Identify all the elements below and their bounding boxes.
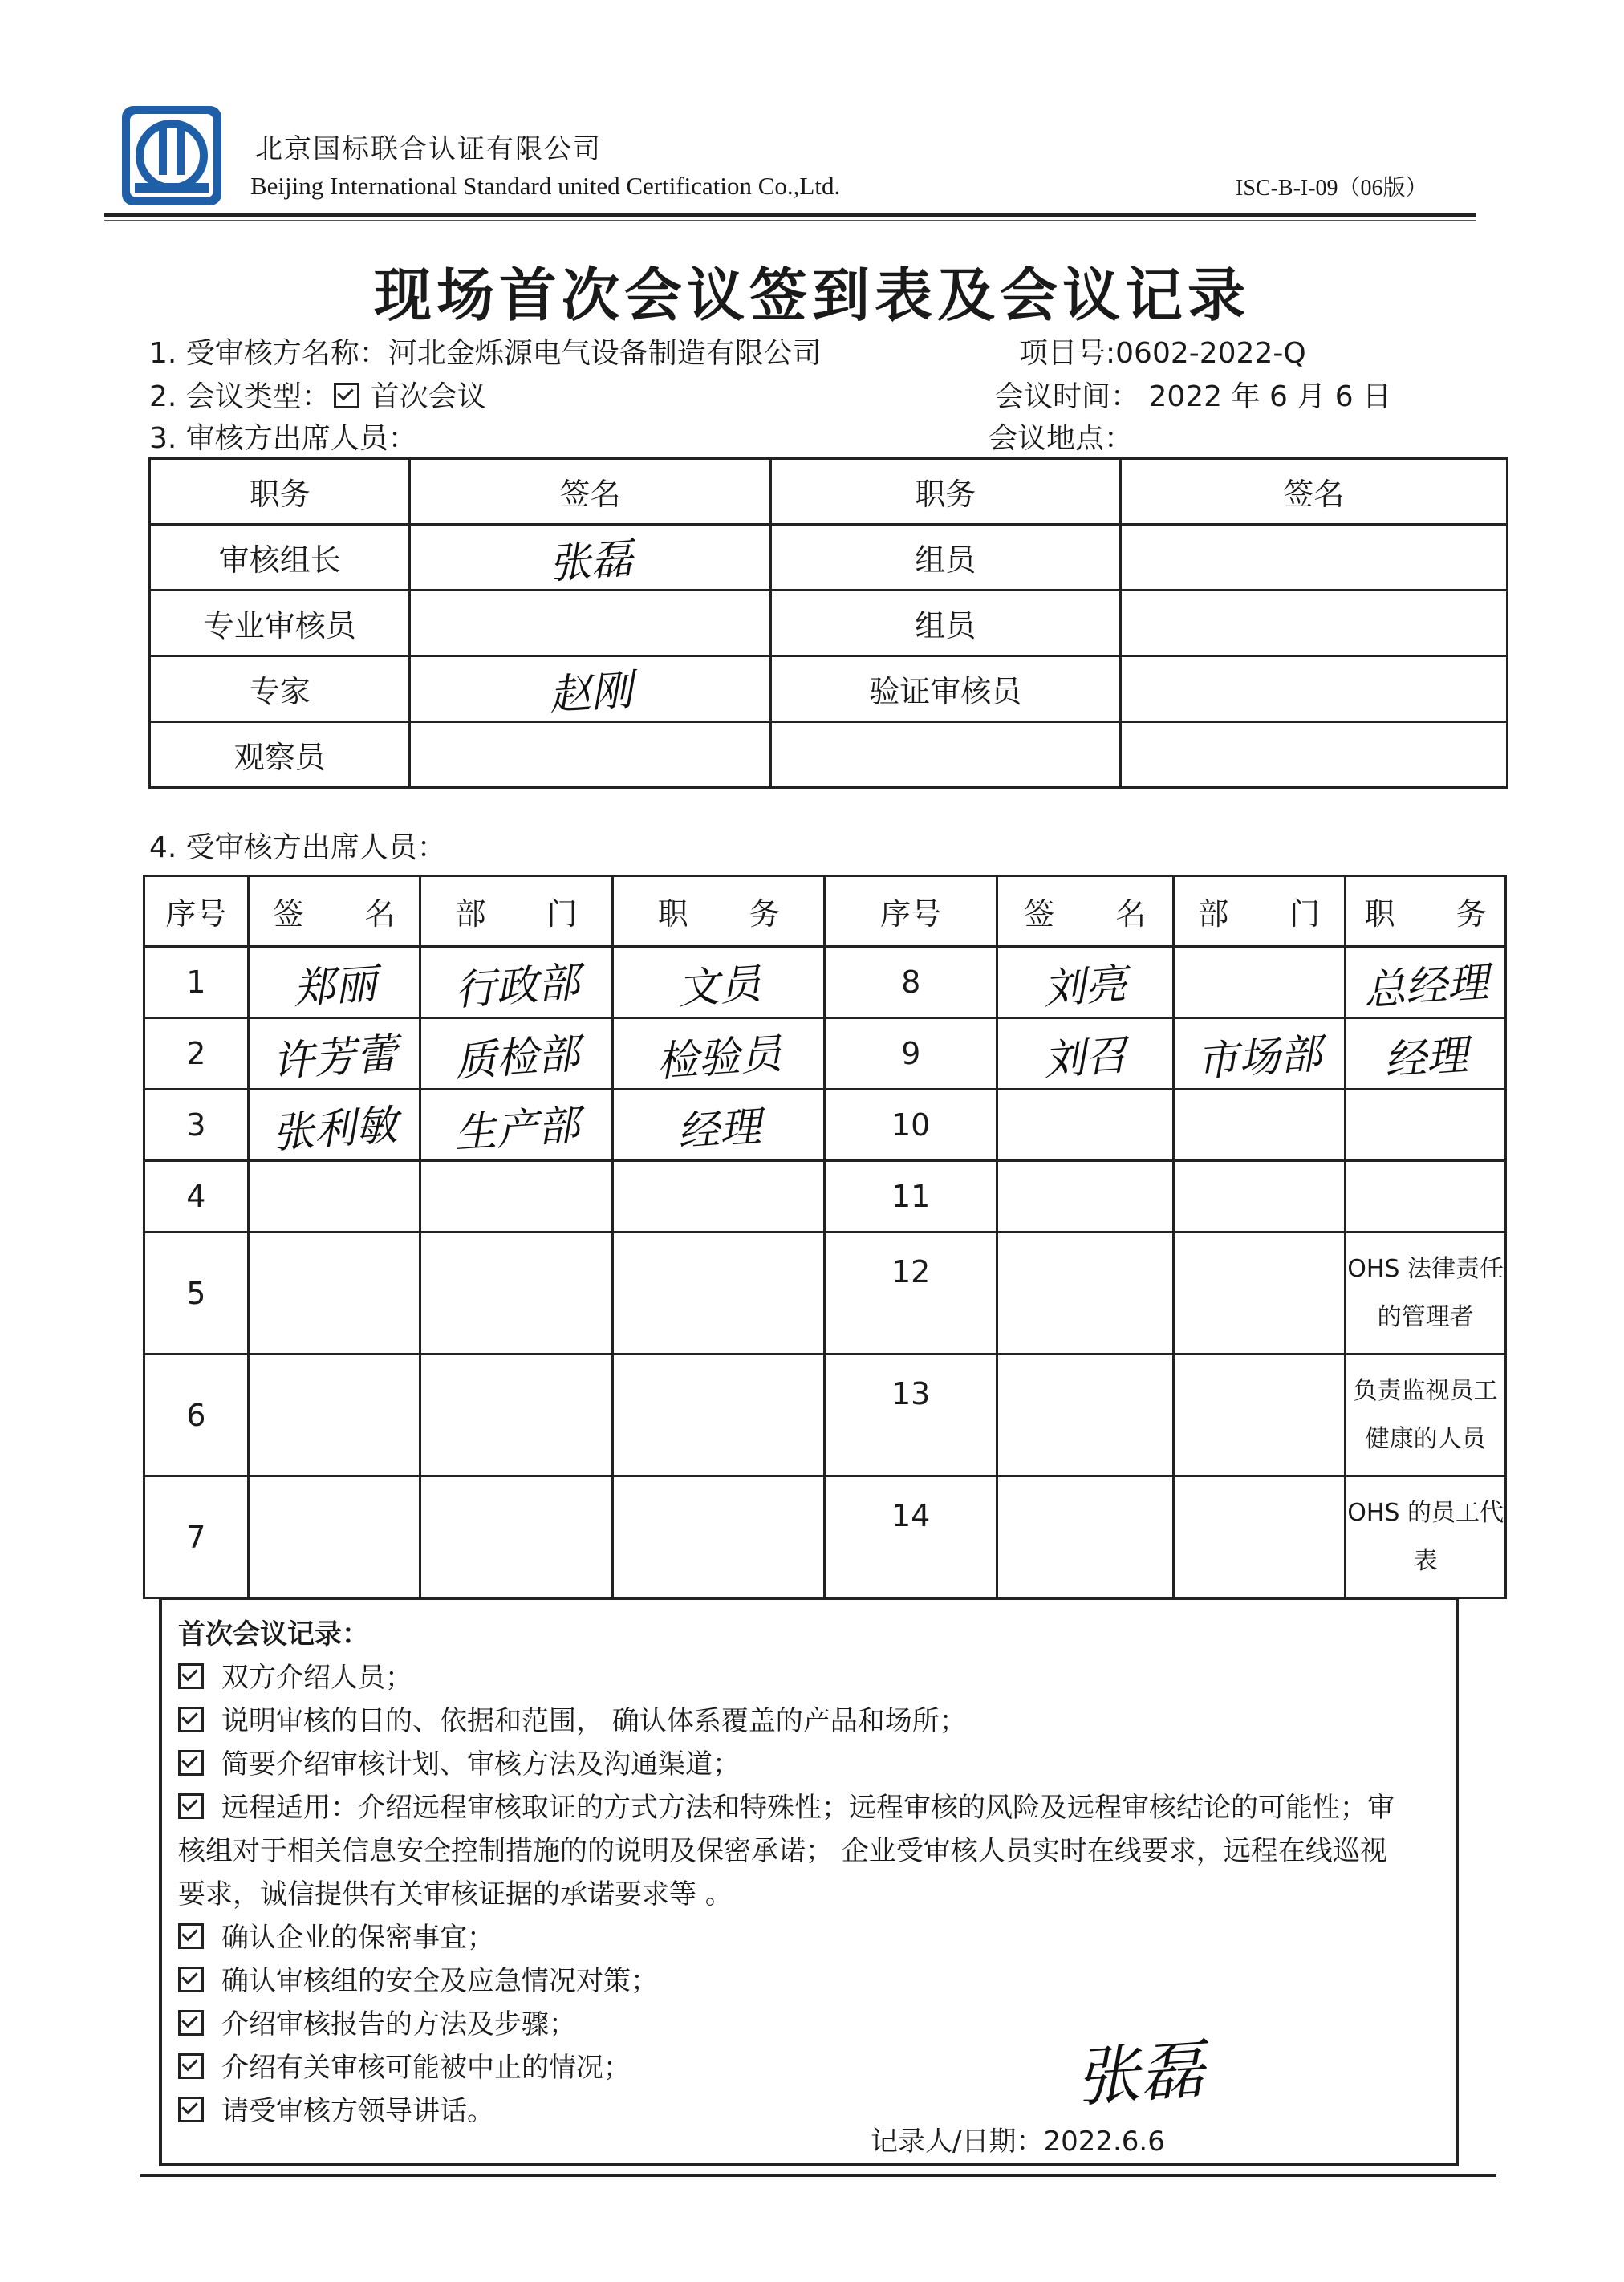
department-cell[interactable] bbox=[1173, 1354, 1346, 1476]
seq-cell: 5 bbox=[144, 1232, 249, 1354]
signature: 张磊 bbox=[1073, 2032, 1207, 2116]
handwritten-position: 文员 bbox=[676, 959, 763, 1014]
record-item bbox=[178, 2046, 631, 2089]
meeting-type-checkbox[interactable] bbox=[334, 383, 359, 408]
seq-cell: 1 bbox=[144, 947, 249, 1018]
header-cell: 职务 bbox=[770, 459, 1120, 525]
seq-cell: 4 bbox=[144, 1161, 249, 1232]
position-cell[interactable] bbox=[612, 1354, 825, 1476]
department-cell[interactable] bbox=[420, 1354, 613, 1476]
signature-cell[interactable] bbox=[997, 1354, 1173, 1476]
signature: 刘召 bbox=[1041, 1030, 1129, 1086]
signature-cell[interactable] bbox=[997, 1476, 1173, 1598]
handwritten-department: 市场部 bbox=[1195, 1029, 1324, 1086]
seq-cell: 9 bbox=[825, 1018, 997, 1090]
header-cell: 序号 bbox=[825, 876, 997, 947]
header-rule-thin bbox=[104, 220, 1476, 221]
department-cell[interactable] bbox=[420, 1090, 613, 1161]
signature: 张磊 bbox=[546, 534, 634, 589]
table-row bbox=[144, 1476, 1506, 1598]
signature-cell[interactable] bbox=[997, 947, 1173, 1018]
seq-cell: 13 bbox=[825, 1354, 997, 1476]
meeting-type-value: 首次会议 bbox=[370, 380, 486, 413]
seq-cell: 6 bbox=[144, 1354, 249, 1476]
position-cell[interactable] bbox=[612, 1090, 825, 1161]
record-checkbox[interactable] bbox=[178, 2010, 204, 2036]
auditee-name: 1. 受审核方名称：河北金烁源电气设备制造有限公司 bbox=[149, 337, 822, 370]
table-row bbox=[144, 1354, 1506, 1476]
signature: 许芳蕾 bbox=[270, 1029, 399, 1086]
signature-cell[interactable] bbox=[1120, 525, 1507, 591]
auditee-attendance-table bbox=[143, 875, 1507, 1599]
record-item-continued: 核组对于相关信息安全控制措施的的说明及保密承诺； 企业受审核人员实时在线要求，远程在线巡视 bbox=[178, 1835, 1387, 1867]
seq-cell: 3 bbox=[144, 1090, 249, 1161]
record-item-text: 远程适用：介绍远程审核取证的方式方法和特殊性；远程审核的风险及远程审核结论的可能性；审 bbox=[221, 1792, 1395, 1824]
recorder-date: 记录人/日期：2022.6.6 bbox=[871, 2126, 1165, 2158]
recorder-signature bbox=[1073, 2022, 1207, 2116]
table-header-row bbox=[150, 459, 1508, 525]
record-item-text: 确认审核组的安全及应急情况对策； bbox=[221, 1965, 658, 1997]
department-cell[interactable] bbox=[1173, 1476, 1346, 1598]
project-number: 项目号:0602-2022-Q bbox=[1019, 337, 1306, 370]
signature-cell[interactable] bbox=[997, 1018, 1173, 1090]
department-cell[interactable] bbox=[1173, 1018, 1346, 1090]
handwritten-department: 生产部 bbox=[453, 1101, 581, 1158]
signature-cell[interactable] bbox=[410, 656, 770, 722]
position-cell[interactable] bbox=[1346, 1018, 1506, 1090]
role-cell: 组员 bbox=[770, 591, 1120, 656]
record-checkbox[interactable] bbox=[178, 1793, 204, 1819]
record-item bbox=[178, 1916, 494, 1959]
table-row bbox=[150, 525, 1508, 591]
company-name-cn: 北京国标联合认证有限公司 bbox=[255, 133, 602, 165]
header-cell: 签 名 bbox=[997, 876, 1173, 947]
signature-cell[interactable] bbox=[1120, 656, 1507, 722]
header-cell: 部 门 bbox=[1173, 876, 1346, 947]
signature-cell[interactable] bbox=[248, 1232, 420, 1354]
header-rule bbox=[104, 213, 1476, 217]
signature-cell[interactable] bbox=[410, 525, 770, 591]
record-item-text: 介绍审核报告的方法及步骤； bbox=[221, 2008, 576, 2040]
record-title: 首次会议记录： bbox=[178, 1618, 369, 1651]
signature-cell[interactable] bbox=[1120, 722, 1507, 788]
record-item-text: 简要介绍审核计划、审核方法及沟通渠道； bbox=[221, 1748, 740, 1781]
auditor-attendees-label: 3. 审核方出席人员： bbox=[149, 422, 417, 455]
role-cell: 专家 bbox=[150, 656, 410, 722]
signature-cell[interactable] bbox=[248, 1018, 420, 1090]
signature: 赵刚 bbox=[546, 666, 634, 721]
record-checkbox[interactable] bbox=[178, 1707, 204, 1732]
header-cell: 序号 bbox=[144, 876, 249, 947]
position-cell[interactable] bbox=[1346, 947, 1506, 1018]
department-cell[interactable] bbox=[1173, 1090, 1346, 1161]
signature: 刘亮 bbox=[1041, 959, 1129, 1014]
meeting-place: 会议地点： bbox=[989, 422, 1134, 455]
seq-cell: 8 bbox=[825, 947, 997, 1018]
table-row bbox=[144, 1090, 1506, 1161]
signature-cell[interactable] bbox=[1120, 591, 1507, 656]
record-item-text: 介绍有关审核可能被中止的情况； bbox=[221, 2052, 631, 2084]
handwritten-department: 质检部 bbox=[453, 1029, 581, 1086]
position-cell[interactable] bbox=[612, 947, 825, 1018]
header-cell: 职 务 bbox=[1346, 876, 1506, 947]
record-checkbox[interactable] bbox=[178, 2053, 204, 2079]
auditee-attendees-label: 4. 受审核方出席人员： bbox=[149, 831, 446, 864]
page-title: 现场首次会议签到表及会议记录 bbox=[373, 262, 1250, 329]
seq-cell: 2 bbox=[144, 1018, 249, 1090]
handwritten-department: 行政部 bbox=[453, 958, 581, 1015]
role-cell: 专业审核员 bbox=[150, 591, 410, 656]
department-cell[interactable] bbox=[420, 947, 613, 1018]
position-cell: OHS 的员工代表 bbox=[1346, 1476, 1506, 1598]
department-cell[interactable] bbox=[1173, 947, 1346, 1018]
company-logo-icon bbox=[119, 103, 225, 209]
table-header-row bbox=[144, 876, 1506, 947]
signature-cell[interactable] bbox=[248, 947, 420, 1018]
role-cell: 组员 bbox=[770, 525, 1120, 591]
table-row bbox=[150, 722, 1508, 788]
record-item bbox=[178, 1786, 1395, 1829]
table-row bbox=[150, 656, 1508, 722]
seq-cell: 7 bbox=[144, 1476, 249, 1598]
record-item bbox=[178, 1656, 412, 1699]
position-cell[interactable] bbox=[612, 1161, 825, 1232]
record-item bbox=[178, 1959, 658, 2003]
role-cell: 审核组长 bbox=[150, 525, 410, 591]
position-cell[interactable] bbox=[1346, 1090, 1506, 1161]
position-cell: OHS 法律责任的管理者 bbox=[1346, 1232, 1506, 1354]
position-cell[interactable] bbox=[612, 1232, 825, 1354]
department-cell[interactable] bbox=[420, 1018, 613, 1090]
seq-cell: 14 bbox=[825, 1476, 997, 1598]
department-cell[interactable] bbox=[420, 1161, 613, 1232]
meeting-time: 会议时间： 2022 年 6 月 6 日 bbox=[995, 380, 1392, 413]
record-item bbox=[178, 2089, 494, 2133]
position-cell[interactable] bbox=[1346, 1161, 1506, 1232]
signature: 郑丽 bbox=[290, 959, 378, 1014]
record-item-text: 双方介绍人员； bbox=[221, 1662, 412, 1694]
handwritten-position: 总经理 bbox=[1362, 958, 1490, 1015]
record-checkbox[interactable] bbox=[178, 1967, 204, 1992]
department-cell[interactable] bbox=[1173, 1161, 1346, 1232]
handwritten-position: 经理 bbox=[1382, 1030, 1469, 1086]
record-item bbox=[178, 2003, 576, 2046]
header-cell: 职 务 bbox=[612, 876, 825, 947]
position-cell: 负责监视员工健康的人员 bbox=[1346, 1354, 1506, 1476]
signature-cell[interactable] bbox=[997, 1090, 1173, 1161]
signature-cell[interactable] bbox=[410, 591, 770, 656]
record-item-text: 确认企业的保密事宜； bbox=[221, 1922, 494, 1954]
record-checkbox[interactable] bbox=[178, 1663, 204, 1689]
signature-cell[interactable] bbox=[248, 1354, 420, 1476]
record-item-continued: 要求，诚信提供有关审核证据的承诺要求等 。 bbox=[178, 1878, 733, 1910]
department-cell[interactable] bbox=[420, 1232, 613, 1354]
record-item bbox=[178, 1699, 967, 1743]
record-checkbox[interactable] bbox=[178, 1923, 204, 1949]
role-cell: 验证审核员 bbox=[770, 656, 1120, 722]
position-cell[interactable] bbox=[612, 1476, 825, 1598]
record-item bbox=[178, 1743, 740, 1786]
seq-cell: 12 bbox=[825, 1232, 997, 1354]
signature-cell[interactable] bbox=[997, 1161, 1173, 1232]
header-cell: 签 名 bbox=[248, 876, 420, 947]
meeting-type-line bbox=[149, 374, 486, 415]
seq-cell: 11 bbox=[825, 1161, 997, 1232]
position-cell[interactable] bbox=[612, 1018, 825, 1090]
signature-cell[interactable] bbox=[248, 1476, 420, 1598]
signature-cell[interactable] bbox=[410, 722, 770, 788]
record-checkbox[interactable] bbox=[178, 1750, 204, 1776]
seq-cell: 10 bbox=[825, 1090, 997, 1161]
header-cell: 职务 bbox=[150, 459, 410, 525]
signature-cell[interactable] bbox=[997, 1232, 1173, 1354]
department-cell[interactable] bbox=[420, 1476, 613, 1598]
role-cell bbox=[770, 722, 1120, 788]
table-row bbox=[144, 947, 1506, 1018]
record-checkbox[interactable] bbox=[178, 2097, 204, 2122]
table-row bbox=[144, 1232, 1506, 1354]
auditor-attendance-table bbox=[148, 457, 1508, 789]
table-row bbox=[150, 591, 1508, 656]
meeting-type-label: 2. 会议类型： bbox=[149, 380, 331, 413]
footer-rule bbox=[140, 2174, 1496, 2177]
document-code: ISC-B-I-09（06版） bbox=[1236, 176, 1428, 201]
record-item-text: 说明审核的目的、依据和范围， 确认体系覆盖的产品和场所； bbox=[221, 1705, 967, 1737]
record-item-text: 请受审核方领导讲话。 bbox=[221, 2095, 494, 2127]
table-row bbox=[144, 1161, 1506, 1232]
department-cell[interactable] bbox=[1173, 1232, 1346, 1354]
role-cell: 观察员 bbox=[150, 722, 410, 788]
signature: 张利敏 bbox=[270, 1101, 399, 1158]
header-cell: 签名 bbox=[1120, 459, 1507, 525]
handwritten-position: 经理 bbox=[676, 1102, 763, 1157]
signature-cell[interactable] bbox=[248, 1161, 420, 1232]
handwritten-position: 检验员 bbox=[655, 1029, 783, 1086]
header-cell: 签名 bbox=[410, 459, 770, 525]
table-row bbox=[144, 1018, 1506, 1090]
header-cell: 部 门 bbox=[420, 876, 613, 947]
company-name-en: Beijing International Standard united Certification Co.,Ltd. bbox=[250, 172, 841, 200]
signature-cell[interactable] bbox=[248, 1090, 420, 1161]
